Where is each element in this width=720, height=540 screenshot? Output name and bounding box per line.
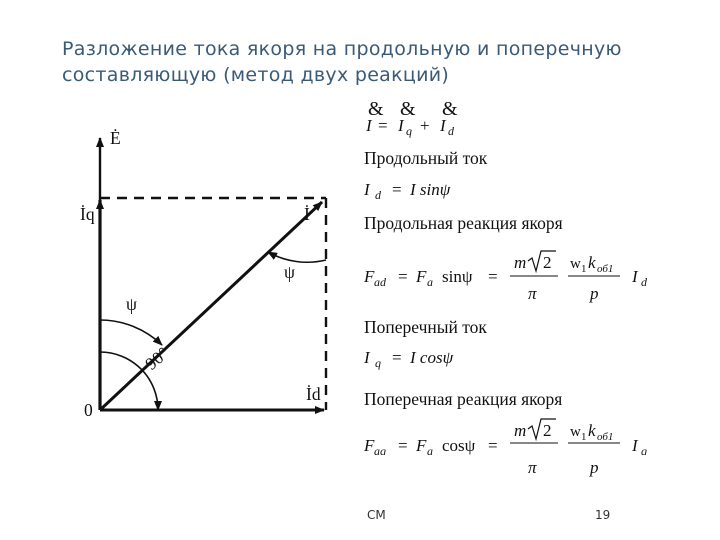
label-psi-inner: ψ <box>126 294 137 314</box>
eq1-lhs: I <box>366 116 372 135</box>
label-psi-outer: ψ <box>284 262 295 282</box>
label-iq: İq <box>80 204 95 224</box>
eq3-num1-m: m <box>514 253 527 272</box>
eq5-num2-k-sub: об1 <box>597 431 614 443</box>
eq-current-sum <box>365 98 458 138</box>
heading-transverse-current: Поперечный ток <box>364 317 487 337</box>
eq3-num2-w: w <box>570 256 581 272</box>
eq3-tail-sub: d <box>641 275 647 289</box>
eq3-num1-2: 2 <box>543 253 552 272</box>
psi-arc-outer <box>268 252 326 262</box>
eq3-tail: I <box>632 267 638 286</box>
heading-longitudinal-current: Продольный ток <box>364 148 488 168</box>
eq3-den2: p <box>590 284 599 303</box>
eq5-tail-sub: q <box>641 444 647 455</box>
eq3-op2: = <box>488 267 498 286</box>
heading-transverse-reaction: Поперечная реакция якоря <box>364 389 563 409</box>
eq3-lhs: F <box>364 267 375 286</box>
eq-transverse-current <box>363 348 454 370</box>
psi-arc-inner <box>100 320 162 345</box>
eq3-num2-k-sub: об1 <box>597 263 614 275</box>
eq1-dot2: & <box>400 98 416 120</box>
eq1-t1: I <box>398 116 404 135</box>
eq5-tail: I <box>632 436 638 455</box>
eq5-f: F <box>416 436 427 455</box>
eq3-den1: π <box>528 284 537 303</box>
label-ninety-degrees: 90° <box>141 342 173 374</box>
eq5-lhs-sub: aq <box>374 444 386 455</box>
eq3-lhs-sub: ad <box>374 275 386 289</box>
page-number: 19 <box>595 508 611 522</box>
label-i: İ <box>304 204 310 224</box>
eq5-den2: p <box>590 458 599 477</box>
eq5-denominators <box>358 455 678 485</box>
footer-label: СМ <box>367 508 386 522</box>
slide-title <box>62 36 682 88</box>
eq4-lhs-sub: q <box>375 356 381 370</box>
eq2-lhs: I <box>364 180 370 199</box>
eq1-dot1: & <box>368 98 384 120</box>
eq5-num1-2: 2 <box>543 421 552 440</box>
eq3-op1: = <box>398 267 408 286</box>
eq-longitudinal-current <box>363 180 451 202</box>
eq4-rhs: I cosψ <box>410 348 454 367</box>
eq4-op: = <box>392 348 402 367</box>
eq5-cos: cosψ <box>442 436 476 455</box>
label-e: Ė <box>110 128 121 148</box>
eq1-t1-sub: q <box>406 124 412 138</box>
eq3-sin: sinψ <box>442 267 473 286</box>
eq4-lhs: I <box>364 348 370 367</box>
eq-transverse-reaction <box>363 419 647 455</box>
eq5-den1: π <box>528 458 537 477</box>
formulas-panel <box>358 95 678 455</box>
eq5-lhs: F <box>364 436 375 455</box>
eq5-sqrt-sign <box>528 419 556 439</box>
heading-longitudinal-reaction: Продольная реакция якоря <box>364 213 563 233</box>
eq3-num2-w-sub: 1 <box>581 263 587 275</box>
eq3-sqrt-sign <box>528 251 556 271</box>
label-id: İd <box>306 384 321 404</box>
eq1-op: = <box>378 116 388 135</box>
slide-title-line2: составляющую (метод двух реакций) <box>62 64 450 86</box>
label-origin: 0 <box>84 400 93 420</box>
eq5-op2: = <box>488 436 498 455</box>
eq5-op1: = <box>398 436 408 455</box>
slide-title-line1: Разложение тока якоря на продольную и поперечную <box>62 38 622 60</box>
eq3-f: F <box>416 267 427 286</box>
eq3-f-sub: a <box>427 275 433 289</box>
eq-longitudinal-reaction <box>363 251 648 303</box>
eq5-num2-w: w <box>570 424 581 440</box>
eq5-num1-m: m <box>514 421 527 440</box>
phasor-diagram <box>78 120 358 434</box>
eq2-lhs-sub: d <box>375 188 381 202</box>
eq3-num2-k: k <box>588 253 596 272</box>
eq1-t2-sub: d <box>448 124 454 138</box>
eq5-num2-w-sub: 1 <box>581 431 587 443</box>
eq1-plus: + <box>420 116 430 135</box>
eq5-num2-k: k <box>588 421 596 440</box>
eq5-f-sub: a <box>427 444 433 455</box>
eq1-t2: I <box>440 116 446 135</box>
eq2-op: = <box>392 180 402 199</box>
eq2-rhs: I sinψ <box>410 180 451 199</box>
eq1-dot3: & <box>442 98 458 120</box>
